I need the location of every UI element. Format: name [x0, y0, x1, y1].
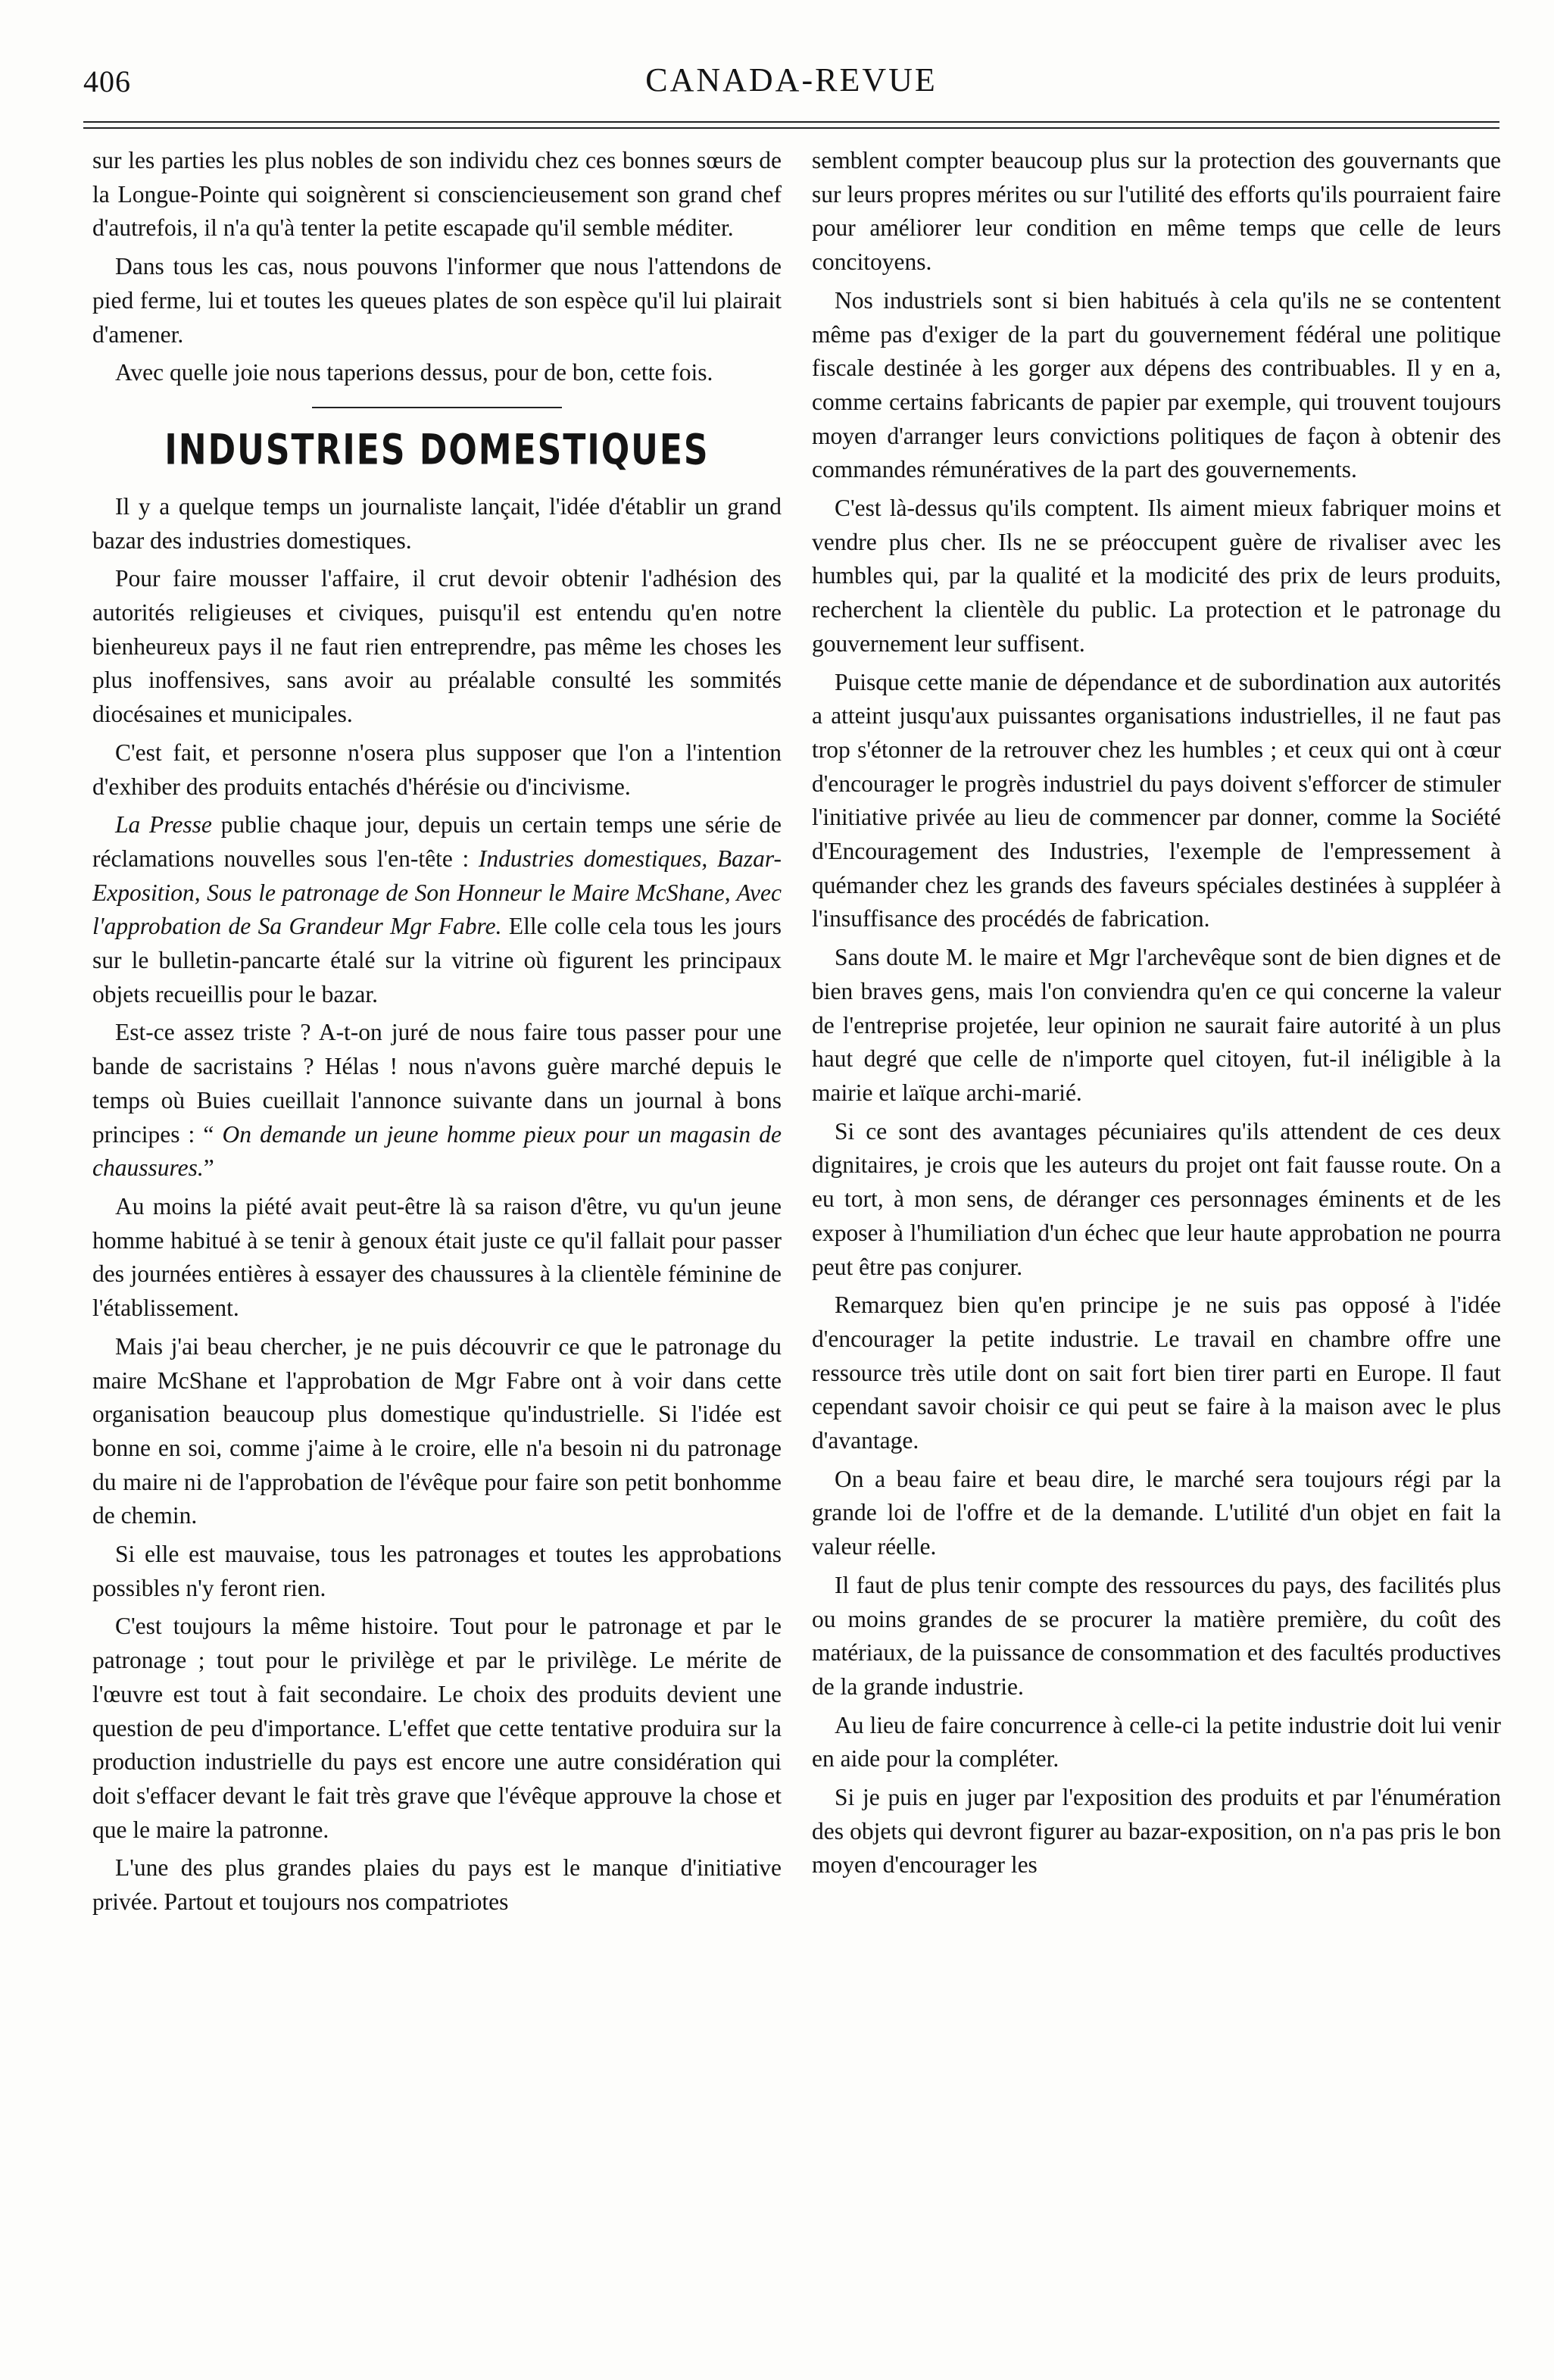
right-column [812, 144, 1501, 1887]
paragraph-text: Elle colle cela tous les jours sur le bulletin-pancarte étalé sur la vitrine où figurent les principaux objets recueillis pour le bazar. [92, 913, 782, 1007]
paragraph [92, 808, 782, 1011]
paragraph: Avec quelle joie nous taperions dessus, pour de bon, cette fois. [115, 359, 713, 386]
paragraph: L'une des plus grandes plaies du pays est le manque d'initiative privée. Partout et toujours nos compatriotes [92, 1854, 782, 1916]
quoted-ad: On demande un jeune homme pieux pour un magasin de chaussures. [92, 1120, 782, 1182]
paragraph: Sans doute M. le maire et Mgr l'archevêque sont de bien dignes et de bien braves gens, mais l'on conviendra qu'en ce qui concerne la valeur de l'entreprise projetée, leur opinion ne saurait faire autorité à un plus haut degré que celle de n'importe quel citoyen, fut-il inéligible à la mairie et laïque archi-marié. [812, 944, 1501, 1106]
paragraph: Au lieu de faire concurrence à celle-ci la petite industrie doit lui venir en aide pour la compléter. [812, 1711, 1501, 1773]
quoted-heading: Industries domestiques, Bazar-Exposition, Sous le patronage de Son Honneur le Maire McShane, Avec l'approbation de Sa Grandeur Mgr Fabre. [92, 845, 782, 940]
paragraph: C'est fait, et personne n'osera plus supposer que l'on a l'intention d'exhiber des produits entachés d'hérésie ou d'incivisme. [92, 739, 782, 800]
paragraph-text: Est-ce assez triste ? A-t-on juré de nous faire tous passer pour une bande de sacristains ? Hélas ! nous n'avons guère marché depuis le temps où Buies cueillait l'annonce suivante dans un journal à bons principes : “ [92, 1019, 782, 1148]
paragraph: On a beau faire et beau dire, le marché sera toujours régi par la grande loi de l'offre et de la demande. L'utilité d'un objet en fait la valeur réelle. [812, 1465, 1501, 1560]
paragraph [92, 1016, 782, 1185]
paragraph: Si je puis en juger par l'exposition des produits et par l'énumération des objets qui devront figurer au bazar-exposition, on n'a pas pris le bon moyen d'encourager les [812, 1784, 1501, 1879]
header-rule [83, 121, 1499, 129]
paragraph: semblent compter beaucoup plus sur la protection des gouvernants que sur leurs propres mérites ou sur l'utilité des efforts qu'ils pourraient faire pour améliorer leur condition en même temps que celle de leurs concitoyens. [812, 147, 1501, 276]
paragraph: sur les parties les plus nobles de son individu chez ces bonnes sœurs de la Longue-Pointe qui soignèrent si consciencieusement son grand chef d'autrefois, il n'a qu'à tenter la petite escapade qu'il semble méditer. [92, 147, 782, 242]
paragraph: C'est là-dessus qu'ils comptent. Ils aiment mieux fabriquer moins et vendre plus cher. Ils ne se préoccupent guère de rivaliser avec les humbles qui, par la qualité et la modicité des prix de leurs produits, recherchent la clientèle du public. La protection et le patronage du gouvernement leur suffisent. [812, 495, 1501, 657]
paragraph: Si ce sont des avantages pécuniaires qu'ils attendent de ces deux dignitaires, je crois que les auteurs du projet ont fait fausse route. On a eu tort, à mon sens, de déranger ces personnages éminents et de les exposer à l'humiliation d'un échec que leur haute approbation ne pourra peut être pas conjurer. [812, 1117, 1501, 1280]
paragraph: Il faut de plus tenir compte des ressources du pays, des facilités plus ou moins grandes de se procurer la matière première, du coût des matériaux, de la puissance de consommation et des facultés productives de la grande industrie. [812, 1571, 1501, 1700]
newspaper-title: La Presse [115, 811, 212, 839]
paragraph: Nos industriels sont si bien habitués à cela qu'ils ne se contentent même pas d'exiger de la part du gouvernement fédéral une politique fiscale destinée à les gorger aux dépens des contribuables. Il y en a, comme certains fabricants de papier par exemple, qui trouvent toujours moyen d'arranger leurs convictions politiques de façon à obtenir des commandes rémunératives de la part des gouvernements. [812, 286, 1501, 483]
left-column [92, 144, 782, 1924]
paragraph: Pour faire mousser l'affaire, il crut devoir obtenir l'adhésion des autorités religieuses et civiques, puisqu'il est entendu qu'en notre bienheureux pays il ne faut rien entreprendre, pas même les choses les plus inoffensives, sans avoir au préalable consulté les sommités diocésaines et municipales. [92, 565, 782, 728]
paragraph-text: publie chaque jour, depuis un certain temps une série de réclamations nouvelles sous l'en-tête : [92, 811, 782, 872]
paragraph: Puisque cette manie de dépendance et de subordination aux autorités a atteint jusqu'aux puissantes organisations industrielles, il ne faut pas trop s'étonner de la retrouver chez les humbles ; et ceux qui ont à cœur d'encourager le progrès industriel du pays doivent s'efforcer de stimuler l'initiative privée au lieu de commencer par donner, comme la Société d'Encouragement des Industries, l'exemple de l'empressement à quémander chez les grands des faveurs spéciales destinées à suppléer à l'insuffisance des procédés de fabrication. [812, 668, 1501, 932]
paragraph: Si elle est mauvaise, tous les patronages et toutes les approbations possibles n'y feront rien. [92, 1541, 782, 1601]
section-heading: INDUSTRIES DOMESTIQUES [164, 426, 710, 475]
paragraph: Remarquez bien qu'en principe je ne suis pas opposé à l'idée d'encourager la petite industrie. Le travail en chambre offre une ressource très utile dont on sait fort bien tirer parti en Europe. Il faut cependant savoir choisir ce qui peut se faire à la maison avec le plus d'avantage. [812, 1292, 1501, 1454]
paragraph: Au moins la piété avait peut-être là sa raison d'être, vu qu'un jeune homme habitué à se tenir à genoux était juste ce qu'il fallait pour passer des journées entières à essayer des chaussures à la clientèle féminine de l'établissement. [92, 1192, 782, 1322]
page-number: 406 [83, 64, 131, 98]
section-divider [312, 407, 562, 408]
paragraph: Dans tous les cas, nous pouvons l'informer que nous l'attendons de pied ferme, lui et toutes les queues plates de son espèce qu'il lui plairait d'amener. [92, 253, 782, 348]
paragraph: C'est toujours la même histoire. Tout pour le patronage et par le patronage ; tout pour le privilège et par le privilège. Le mérite de l'œuvre est tout à fait secondaire. Le choix des produits devient une question de peu d'importance. L'effet que cette tentative produira sur la production industrielle du pays est encore une autre considération qui doit s'effacer devant le fait très grave que l'évêque approuve la chose et que le maire la patronne. [92, 1613, 782, 1843]
paragraph: Il y a quelque temps un journaliste lançait, l'idée d'établir un grand bazar des industries domestiques. [92, 492, 782, 554]
running-title: CANADA-REVUE [645, 61, 938, 98]
page-header [83, 61, 1499, 114]
paragraph: Mais j'ai beau chercher, je ne puis découvrir ce que le patronage du maire McShane et l'approbation de Mgr Fabre ont à voir dans cette organisation beaucoup plus domestique qu'industrielle. Si l'idée est bonne en soi, comme j'aime à le croire, elle n'a besoin ni du patronage du maire ni de l'approbation de l'évêque pour faire son petit bonhomme de chemin. [92, 1332, 782, 1529]
closing-quote: ” [203, 1154, 214, 1182]
